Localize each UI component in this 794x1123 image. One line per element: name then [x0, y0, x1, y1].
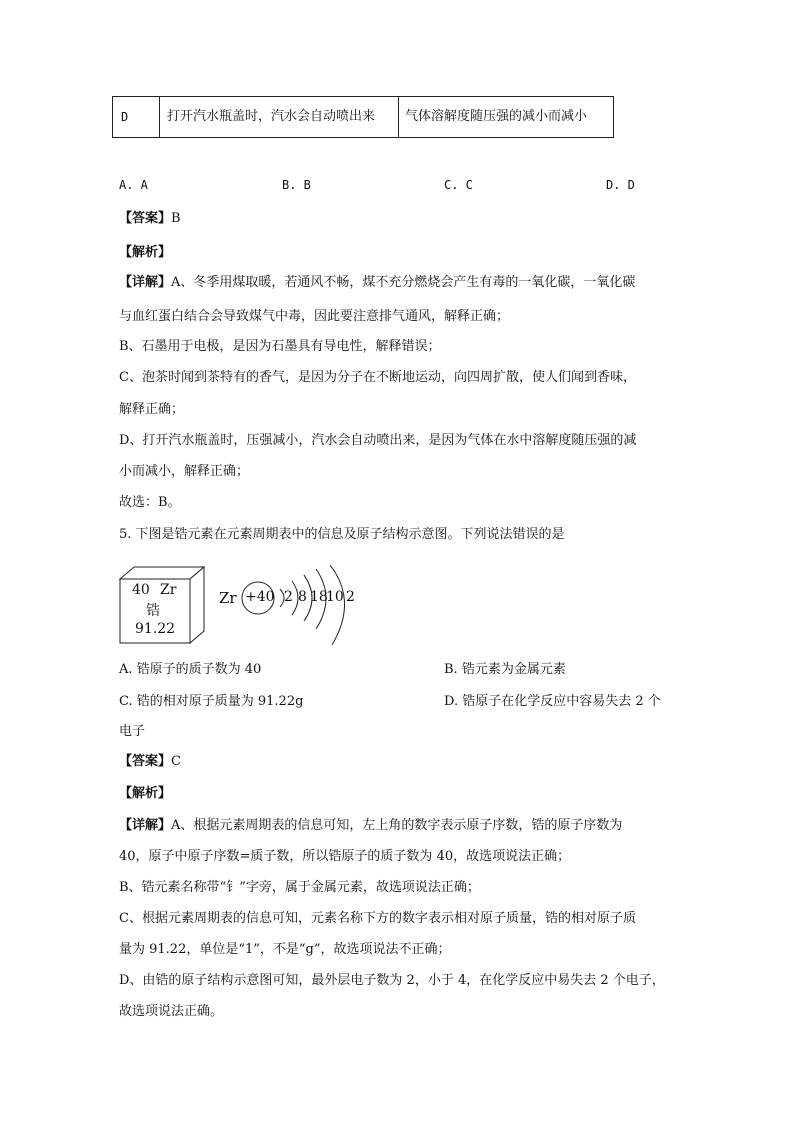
shell-3-electrons: 18 [310, 589, 328, 605]
table-explanation: 气体溶解度随压强的减小而减小 [398, 97, 613, 137]
q5-analysis-label: 【解析】 [119, 786, 172, 801]
shell-5-electrons: 2 [346, 589, 355, 605]
detail-label: 【详解】 [119, 818, 172, 833]
q4-line-5: 解释正确； [119, 402, 185, 417]
q5-line-7: 故选项说法正确。 [119, 1004, 224, 1019]
q5-line-2: 40，原子中原子序数=质子数，所以锆原子的质子数为 40，故选项说法正确； [119, 849, 571, 864]
q4-option-a: A. A [119, 178, 148, 192]
answer-value: C [171, 754, 181, 769]
q5-line-4: C、根据元素周期表的信息可知，元素名称下方的数字表示相对原子质量，锆的相对原子质 [119, 911, 636, 926]
atom-symbol: Zr [219, 589, 237, 607]
q5-option-a: A. 锆原子的质子数为 40 [119, 662, 262, 677]
q5-stem: 5. 下图是锆元素在元素周期表中的信息及原子结构示意图。下列说法错误的是 [119, 527, 565, 542]
q5-line-1: 【详解】A、根据元素周期表的信息可知，左上角的数字表示原子序数，锆的原子序数为 [119, 818, 623, 833]
q5-option-b: B. 锆元素为金属元素 [444, 662, 566, 677]
shell-1-electrons: 2 [284, 589, 293, 605]
q5-option-d: D. 锆原子在化学反应中容易失去 2 个 [444, 694, 661, 709]
answer-label: 【答案】 [119, 211, 172, 226]
answer-table [112, 96, 614, 138]
q4-line-1: 【详解】A、冬季用煤取暖，若通风不畅，煤不充分燃烧会产生有毒的一氧化碳，一氧化碳 [119, 275, 636, 290]
answer-label: 【答案】 [119, 754, 172, 769]
q4-analysis-label: 【解析】 [119, 245, 172, 260]
q4-answer [119, 207, 181, 226]
q4-option-c: C. C [444, 178, 473, 192]
q4-line-7: 小而减小，解释正确； [119, 464, 250, 479]
q4-line-6: D、打开汽水瓶盖时，压强减小，汽水会自动喷出来，是因为气体在水中溶解度随压强的减 [119, 433, 637, 448]
q4-option-b: B. B [282, 178, 311, 192]
answer-value: B [171, 211, 181, 226]
table-row-letter: D [121, 110, 129, 124]
element-symbol: Zr [160, 582, 177, 598]
detail-label: 【详解】 [119, 275, 172, 290]
q5-line-6: D、由锆的原子结构示意图可知，最外层电子数为 2，小于 4，在化学反应中易失去 2 个电子， [119, 973, 665, 988]
atom-structure-diagram [240, 565, 360, 647]
q4-line-4: C、泡茶时闻到茶特有的香气，是因为分子在不断地运动，向四周扩散，使人们闻到香味， [119, 370, 636, 385]
nucleus-charge: +40 [245, 589, 275, 605]
q5-option-d-cont: 电子 [119, 724, 146, 739]
q5-line-3: B、锆元素名称带“钅”字旁，属于金属元素，故选项说法正确； [119, 880, 480, 895]
shell-2-electrons: 8 [298, 589, 307, 605]
q5-line-5: 量为 91.22，单位是“1”，不是“g”，故选项说法不正确； [119, 942, 451, 957]
q5-answer [119, 750, 181, 769]
shell-4-electrons: 10 [326, 589, 344, 605]
element-mass: 91.22 [135, 621, 176, 637]
q4-line-3: B、石墨用于电极，是因为石墨具有导电性，解释错误； [119, 339, 441, 354]
element-name: 锆 [146, 603, 160, 619]
q5-option-c: C. 锆的相对原子质量为 91.22g [119, 694, 304, 709]
element-atomic-number: 40 [132, 582, 150, 598]
q4-line-2: 与血红蛋白结合会导致煤气中毒，因此要注意排气通风，解释正确； [119, 309, 510, 324]
table-phenomenon: 打开汽水瓶盖时，汽水会自动喷出来 [159, 97, 398, 137]
q4-option-d: D. D [606, 178, 635, 192]
q4-line-8: 故选：B。 [119, 495, 181, 510]
